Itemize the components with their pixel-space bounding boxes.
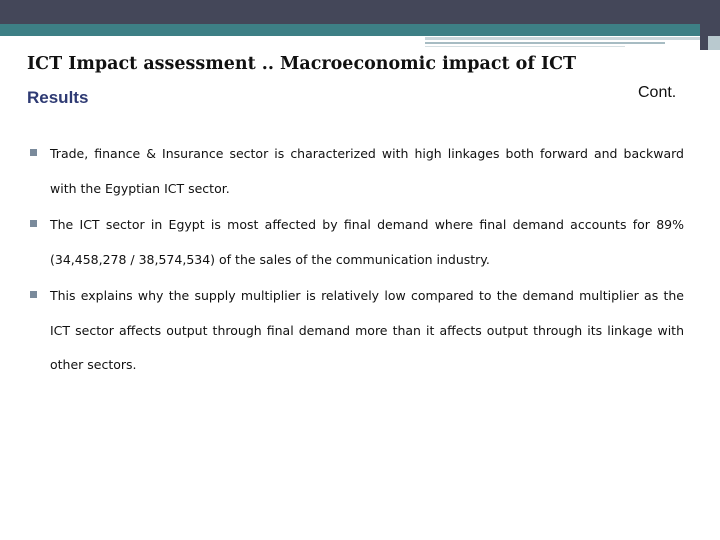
bullet-text: This explains why the supply multiplier is relatively low compared to the demand multiplier as the ICT sector affects output through final demand more than it affects output through its linkage with other sectors. bbox=[50, 288, 684, 372]
bullet-item bbox=[30, 279, 684, 383]
header-corner-accent bbox=[708, 36, 720, 50]
bullet-text: Trade, finance & Insurance sector is characterized with high linkages both forward and backward with the Egyptian ICT sector. bbox=[50, 146, 684, 196]
header-dark-bar bbox=[0, 0, 720, 24]
bullet-item bbox=[30, 208, 684, 277]
header-accent-line bbox=[425, 42, 665, 44]
bullet-list bbox=[30, 137, 684, 385]
square-bullet-icon bbox=[30, 149, 37, 156]
header-teal-band bbox=[0, 24, 700, 36]
bullet-text: The ICT sector in Egypt is most affected by final demand where final demand accounts for 89% (34,458,278 / 38,574,534) of the sales of the communication industry. bbox=[50, 217, 684, 267]
square-bullet-icon bbox=[30, 220, 37, 227]
header-accent-line bbox=[425, 37, 700, 40]
square-bullet-icon bbox=[30, 291, 37, 298]
bullet-item bbox=[30, 137, 684, 206]
slide-subtitle: Results bbox=[27, 88, 89, 107]
continued-label: Cont. bbox=[638, 84, 677, 101]
header-accent-line bbox=[425, 46, 625, 47]
slide-title: ICT Impact assessment .. Macroeconomic impact of ICT bbox=[27, 54, 577, 74]
